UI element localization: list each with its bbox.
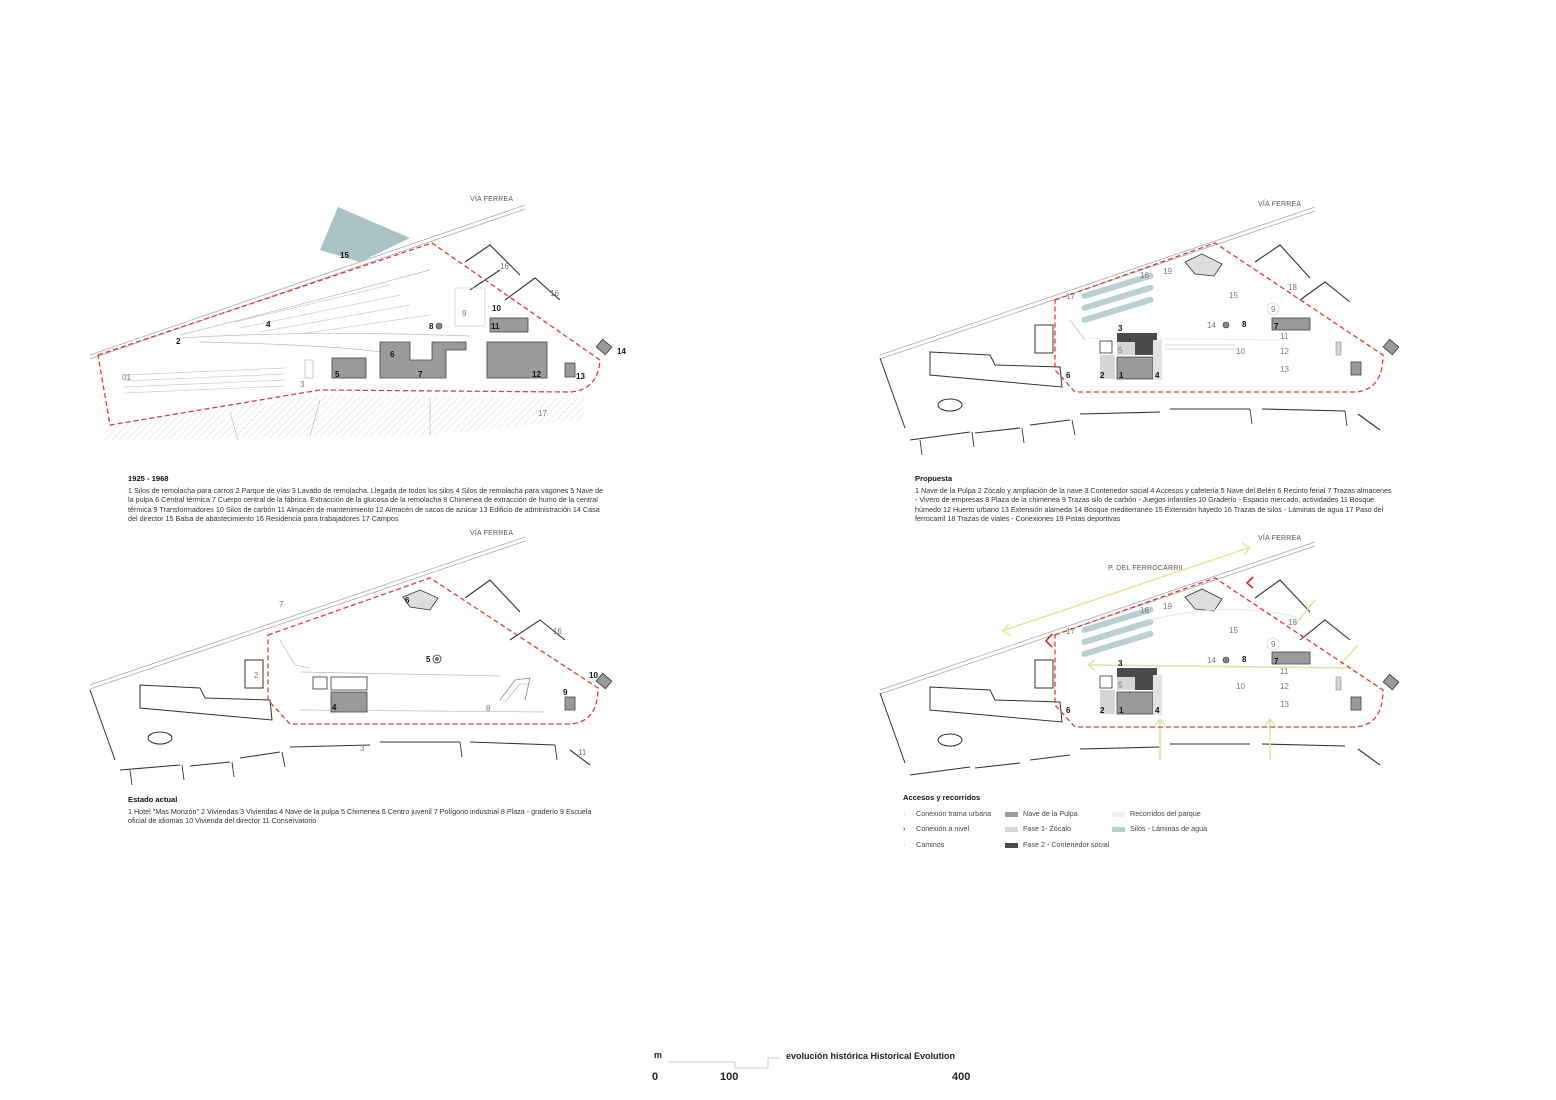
map-number: 16 xyxy=(1140,271,1149,280)
fields-17 xyxy=(105,395,585,440)
map-number: 15 xyxy=(1229,291,1238,300)
map-number: 8 xyxy=(1242,655,1247,664)
map-number: 9 xyxy=(1271,640,1276,649)
legend-item: › Caminos xyxy=(903,840,945,850)
legend-item: › Conexión trama urbana xyxy=(903,809,992,819)
legend-item: Fase 1- Zócalo xyxy=(1005,824,1071,834)
map-number: 16 xyxy=(1140,606,1149,615)
caption-propuesta xyxy=(915,474,1395,524)
legend-item: Fase 2 - Contenedor social xyxy=(1005,840,1109,850)
scale-tick: 0 xyxy=(652,1071,659,1083)
swatch xyxy=(1112,812,1125,817)
map-number: 13 xyxy=(1280,365,1289,374)
building-13 xyxy=(565,363,575,377)
scale-tick: 400 xyxy=(952,1071,971,1083)
map-number: 2 xyxy=(254,671,259,680)
map-number: VÍA FERREA xyxy=(1258,535,1302,542)
map-number: 12 xyxy=(1280,682,1289,691)
caption-title: Propuesta xyxy=(915,474,953,483)
map-number: 17 xyxy=(1066,627,1075,636)
map-number: 3 xyxy=(1118,324,1123,333)
map-number: 19 xyxy=(1163,267,1172,276)
map-number: 10 xyxy=(589,671,598,680)
map-number: 2 xyxy=(176,337,181,346)
map-number: 8 xyxy=(429,322,434,331)
map-number: 1 xyxy=(1119,706,1124,715)
chimney-8 xyxy=(436,323,442,329)
caption-title: Estado actual xyxy=(128,795,178,804)
map-number: 7 xyxy=(1274,322,1279,331)
swatch xyxy=(1005,827,1018,832)
caption-1925-1968 xyxy=(128,474,608,524)
map-number: 4 xyxy=(1155,706,1160,715)
map-number: 7 xyxy=(418,370,423,379)
plan-1925-1968 xyxy=(90,194,626,440)
map-number: 16 xyxy=(550,289,559,298)
legend xyxy=(903,793,1233,850)
map-number: 10 xyxy=(1236,682,1245,691)
swatch xyxy=(1005,843,1018,848)
scale-title: evolución histórica Historical Evolution xyxy=(786,1051,956,1061)
map-number: 12 xyxy=(1280,347,1289,356)
scale-unit: m xyxy=(654,1050,663,1060)
rail-label: VÍA FERREA xyxy=(470,196,514,203)
legend-item: Recorridos del parque xyxy=(1112,809,1201,819)
map-number: 10 xyxy=(492,304,501,313)
building-10 xyxy=(596,673,612,688)
map-number: 17 xyxy=(1066,292,1075,301)
map-number: VÍA FERREA xyxy=(470,530,514,537)
map-number: 3 xyxy=(300,380,305,389)
map-number: 8 xyxy=(486,704,491,713)
map-number: 9 xyxy=(563,688,568,697)
map-number: 3 xyxy=(360,744,365,753)
swatch xyxy=(1112,827,1125,832)
legend-item: Silos - Láminas de agua xyxy=(1112,824,1207,834)
map-number: 6 xyxy=(405,596,410,605)
map-number: 14 xyxy=(1207,656,1216,665)
legend-item: Nave de la Pulpa xyxy=(1005,809,1078,819)
scale-tick: 100 xyxy=(720,1071,739,1083)
map-number: 15 xyxy=(340,251,349,260)
map-number: 6 xyxy=(1066,371,1071,380)
map-number: 4 xyxy=(266,320,271,329)
map-number: 11 xyxy=(491,322,500,331)
map-number: 12 xyxy=(532,370,541,379)
chevron-icon: › xyxy=(903,824,906,834)
map-number: 18 xyxy=(1288,618,1297,627)
map-number: 13 xyxy=(576,372,585,381)
map-number: P. DEL FERROCARRIL xyxy=(1108,565,1185,572)
map-number: 5 xyxy=(1118,681,1123,690)
map-number: 6 xyxy=(390,350,395,359)
map-number: 01 xyxy=(122,373,131,382)
map-number: 14 xyxy=(617,347,626,356)
map-number: 16 xyxy=(500,262,509,271)
caption-text: 1 Hotel "Mas Monzón" 2 Viviendas 3 Viviendas 4 Nave de la pulpa 5 Chimenea 6 Centro juvenil 7 Polígono industrial 8 Plaza - graderío 9 Escuela oficial de idiomas 10 Vivienda del director 11 Conservatorio xyxy=(128,806,592,826)
map-number: 7 xyxy=(1274,657,1279,666)
map-number: 16 xyxy=(553,627,562,636)
reservoir xyxy=(320,207,410,262)
map-number: 11 xyxy=(1280,667,1289,676)
map-number: 9 xyxy=(1271,305,1276,314)
map-number: 4 xyxy=(1155,371,1160,380)
plan-estado-actual xyxy=(90,528,612,785)
map-number: 9 xyxy=(462,309,467,318)
legend-title: Accesos y recorridos xyxy=(903,793,981,802)
map-number: 5 xyxy=(1118,346,1123,355)
map-number: 19 xyxy=(1163,602,1172,611)
caption-text: 1 Silos de remolacha para carros 2 Parque de vías 3 Lavado de remolacha. Llegada de todos los silos 4 Silos de remolacha para vagones 5 Nave de la pulpa 6 Central térmica 7 Cuerpo central de la fábrica. Extracción de la glucosa de la remolacha 8 Chimenea de extracción de humo de la central térmica 9 Transformadores 10 Silos de carbón 11 Almacén de mantenimiento 12 Almacén de sacos de azúcar 13 Edificio de administración 14 Casa del director 15 Balsa de abastecimiento 16 Residencia para trabajadores 17 Campos xyxy=(128,485,604,524)
map-number: 18 xyxy=(1288,283,1297,292)
map-number: 7 xyxy=(279,600,284,609)
map-number: VÍA FERREA xyxy=(1258,201,1302,208)
map-number: 1 xyxy=(1119,371,1124,380)
caption-estado-actual xyxy=(128,795,608,826)
map-number: 5 xyxy=(335,370,340,379)
map-number: 17 xyxy=(538,409,547,418)
map-number: 5 xyxy=(426,655,431,664)
caption-title: 1925 - 1968 xyxy=(128,474,169,483)
caption-text: 1 Nave de la Pulpa 2 Zócalo y ampliación de la nave 3 Contenedor social 4 Accesos y cafetería 5 Nave del Belén 6 Recinto ferial 7 Trazas almacenes - Vivero de empresas 8 Plaza de la chimenea 9 Trazas silo de carbón - Juegos infantiles 10 Graderío - Espacio mercado, actividades 11 Bosque húmedo 12 Huerto urbano 13 Extensión alameda 14 Bosque mediterraneo 15 Extensión hayedo 16 Trazas de silos - Láminas de agua 17 Paso del ferrocarril 18 Trazas de viales - Conexiones 19 Pistas deportivas xyxy=(915,485,1392,524)
building-14 xyxy=(596,339,612,354)
map-number: 10 xyxy=(1236,347,1245,356)
chevron-icon: › xyxy=(903,809,906,819)
map-number: 15 xyxy=(1229,626,1238,635)
building-6-7 xyxy=(380,342,466,378)
map-number: 14 xyxy=(1207,321,1216,330)
map-number: 11 xyxy=(1280,332,1289,341)
plan-accesos xyxy=(880,533,1399,775)
plan-propuesta xyxy=(880,199,1399,455)
building-9 xyxy=(565,697,575,710)
swatch xyxy=(1005,812,1018,817)
map-number: 11 xyxy=(578,748,587,757)
map-number: 2 xyxy=(1100,706,1105,715)
scale xyxy=(650,1050,980,1090)
map-number: 3 xyxy=(1118,659,1123,668)
map-number: 6 xyxy=(1066,706,1071,715)
legend-item: › Conexión a nivel xyxy=(903,824,970,834)
map-number: 8 xyxy=(1242,320,1247,329)
chevron-icon: › xyxy=(903,840,906,850)
map-number: 4 xyxy=(332,703,337,712)
map-number: 2 xyxy=(1100,371,1105,380)
map-number: 13 xyxy=(1280,700,1289,709)
